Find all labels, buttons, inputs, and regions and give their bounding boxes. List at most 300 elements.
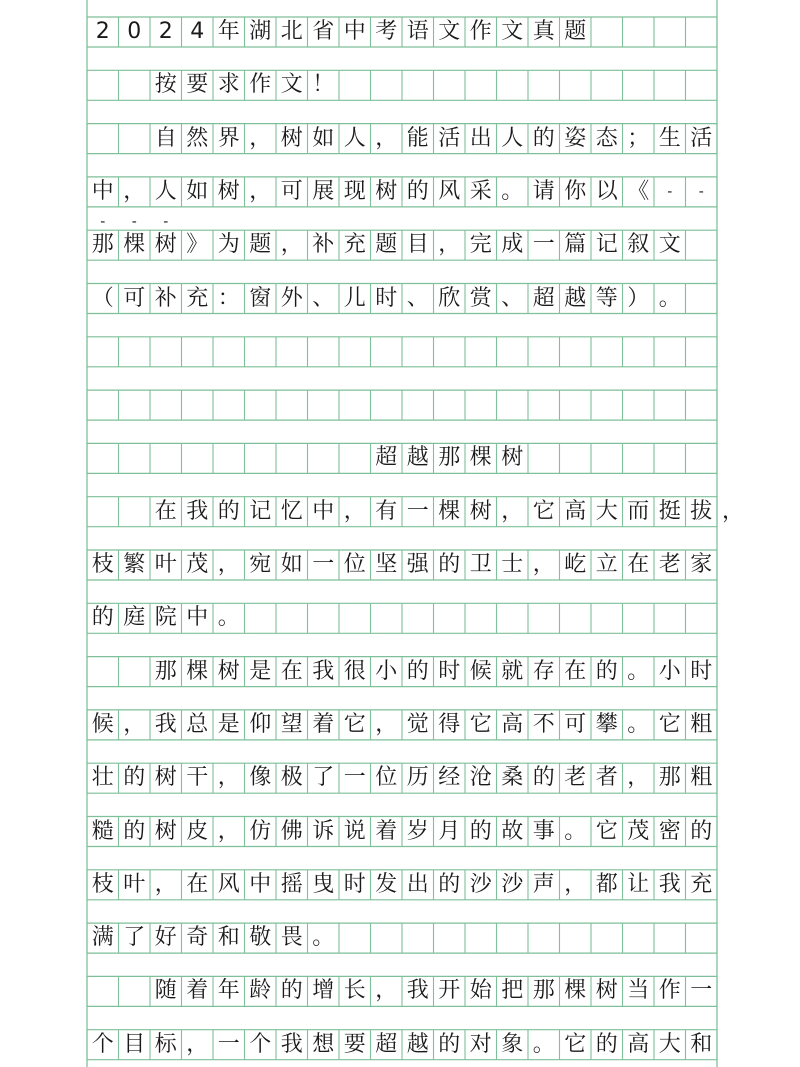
grid-cell-char: ， bbox=[217, 818, 240, 844]
grid-cell-char: 月 bbox=[438, 818, 461, 844]
grid-cell-char: 超 bbox=[532, 285, 555, 311]
text-row bbox=[87, 337, 717, 367]
grid-cell-char: 树 bbox=[154, 232, 177, 258]
grid-cell-char: 生 bbox=[658, 125, 681, 151]
grid-cell-char: 棵 bbox=[186, 658, 209, 684]
grid-cell-char bbox=[182, 443, 214, 473]
grid-cell-char: 按 bbox=[154, 72, 177, 98]
text-row bbox=[87, 284, 717, 314]
grid-cell-char bbox=[119, 443, 151, 473]
grid-cell-char: 的 bbox=[595, 658, 618, 684]
grid-cell-char: 时 bbox=[343, 871, 366, 897]
grid-cell-char: 忆 bbox=[280, 498, 303, 524]
grid-cell-char: ， bbox=[186, 1031, 209, 1057]
grid-cell-char: 着 bbox=[375, 818, 398, 844]
grid-cell-char: 树 bbox=[217, 178, 240, 204]
grid-cell-char: ， bbox=[154, 871, 177, 897]
grid-cell-char: 经 bbox=[438, 765, 461, 791]
grid-cell-char: 家 bbox=[690, 552, 713, 577]
grid-cell-char: 的 bbox=[406, 178, 429, 204]
grid-cell-char: 在 bbox=[154, 498, 177, 524]
grid-cell-char: 外 bbox=[280, 285, 303, 311]
grid-cell-char: 真 bbox=[532, 19, 555, 44]
grid-cell-char: 粗 bbox=[690, 711, 713, 737]
grid-cell-char: 它 bbox=[564, 1031, 587, 1057]
grid-cell-char: 的 bbox=[469, 818, 492, 844]
grid-cell-char: 当 bbox=[627, 978, 650, 1004]
grid-cell-char bbox=[119, 70, 151, 100]
grid-cell-char bbox=[119, 497, 151, 527]
grid-cell-char: 中 bbox=[186, 605, 209, 631]
text-row bbox=[87, 550, 717, 580]
grid-cell-char: 卫 bbox=[469, 552, 492, 577]
grid-cell-char: 沙 bbox=[469, 871, 492, 897]
grid-cell-char: 中 bbox=[91, 178, 114, 204]
grid-cell-char: ， bbox=[564, 871, 587, 897]
grid-cell-char: 都 bbox=[595, 871, 618, 897]
grid-cell-char: 。 bbox=[217, 605, 240, 631]
grid-cell-char: 标 bbox=[154, 1031, 177, 1057]
grid-cell-char: 采 bbox=[469, 178, 492, 204]
grid-cell-char: 超 bbox=[375, 445, 398, 471]
grid-cell-char: 、 bbox=[312, 285, 335, 311]
grid-cell-char: 极 bbox=[280, 765, 303, 791]
grid-cell-char: 的 bbox=[438, 1031, 461, 1057]
grid-cell-char: 龄 bbox=[249, 978, 272, 1004]
grid-cell-char: 一 bbox=[406, 498, 429, 524]
grid-cell-char: 题 bbox=[249, 232, 272, 258]
grid-cell-char: 象 bbox=[501, 1031, 524, 1057]
text-row bbox=[87, 870, 717, 900]
grid-cell-char bbox=[119, 657, 151, 687]
grid-cell-char: 那 bbox=[91, 232, 114, 258]
grid-cell-char: ， bbox=[375, 711, 398, 737]
grid-cell-char: 。 bbox=[501, 178, 524, 204]
grid-cell-char: 一 bbox=[312, 552, 335, 577]
grid-cell-char: 敬 bbox=[249, 925, 272, 951]
grid-cell-char: 小 bbox=[375, 658, 398, 684]
grid-cell-char: ， bbox=[438, 232, 461, 258]
grid-cell-char: 欣 bbox=[438, 285, 461, 311]
grid-cell-char: 。 bbox=[627, 711, 650, 737]
grid-cell-char: ， bbox=[532, 552, 555, 577]
grid-cell-char: 可 bbox=[280, 178, 303, 204]
grid-cell-char: 窗 bbox=[249, 285, 272, 311]
text-row bbox=[87, 1030, 717, 1060]
grid-cell-char: 《 bbox=[627, 178, 650, 204]
grid-cell-char: 摇 bbox=[280, 871, 303, 897]
overflow-comma: ， bbox=[722, 499, 745, 524]
grid-cell-char: 越 bbox=[564, 285, 587, 311]
grid-cell-char: 拔 bbox=[690, 498, 713, 524]
grid-cell-char: 的 bbox=[280, 978, 303, 1004]
grid-cell-char: 对 bbox=[469, 1031, 492, 1057]
grid-cell-char: 一 bbox=[690, 978, 713, 1004]
grid-cell-char: 树 bbox=[154, 818, 177, 844]
text-row bbox=[87, 817, 717, 847]
grid-cell-char: 茂 bbox=[186, 552, 209, 577]
grid-cell-char: 枝 bbox=[91, 871, 114, 897]
grid-cell-char: 作 bbox=[658, 978, 681, 1004]
text-row bbox=[87, 230, 717, 260]
grid-cell-char: ， bbox=[217, 552, 240, 577]
grid-cell-char: ， bbox=[217, 765, 240, 791]
grid-cell-char: ， bbox=[627, 765, 650, 791]
grid-cell-char: 风 bbox=[217, 871, 240, 897]
grid-cell-char: 补 bbox=[312, 232, 335, 258]
grid-cell-char: 干 bbox=[186, 765, 209, 791]
grid-cell-char: 超 bbox=[375, 1031, 398, 1057]
grid-cell-char: 曳 bbox=[312, 871, 335, 897]
grid-cell-char: 文 bbox=[438, 19, 461, 44]
grid-cell-char: 活 bbox=[690, 125, 713, 151]
text-row bbox=[87, 657, 717, 687]
grid-cell-char: 畏 bbox=[280, 925, 303, 951]
grid-cell-char: 树 bbox=[501, 445, 524, 471]
grid-cell-char: 充 bbox=[343, 232, 366, 258]
grid-cell-char: 然 bbox=[186, 125, 209, 151]
grid-cell-char: 作 bbox=[469, 19, 492, 44]
grid-cell-char: 沙 bbox=[501, 871, 524, 897]
grid-cell-char: 你 bbox=[564, 178, 587, 204]
grid-cell-char: 棵 bbox=[438, 498, 461, 524]
grid-cell-char: 一 bbox=[217, 1031, 240, 1057]
text-row bbox=[87, 124, 717, 154]
grid-cell-char: 在 bbox=[280, 658, 303, 684]
grid-cell-char: 中 bbox=[343, 19, 366, 44]
grid-cell-char: 我 bbox=[312, 658, 335, 684]
grid-cell-char: ； bbox=[627, 125, 650, 151]
grid-cell-char: 随 bbox=[154, 978, 177, 1004]
grid-cell-char: 它 bbox=[532, 498, 555, 524]
grid-cell-char bbox=[308, 443, 340, 473]
grid-cell-char: 发 bbox=[375, 871, 398, 897]
text-row bbox=[87, 710, 717, 740]
grid-cell-char: 位 bbox=[343, 552, 366, 577]
grid-cell-char: 题 bbox=[375, 232, 398, 258]
grid-cell-char: 北 bbox=[280, 19, 303, 44]
grid-cell-char: ， bbox=[501, 498, 524, 524]
grid-cell-char: 个 bbox=[91, 1031, 114, 1057]
grid-cell-char: 越 bbox=[406, 1031, 429, 1057]
grid-cell-char: 、 bbox=[406, 285, 429, 311]
grid-cell-char: 。 bbox=[627, 658, 650, 684]
grid-cell-char: 一 bbox=[343, 765, 366, 791]
grid-cell-char: 叶 bbox=[123, 871, 146, 897]
grid-cell-char: 好 bbox=[154, 925, 177, 951]
grid-cell-char: 开 bbox=[438, 978, 461, 1004]
grid-cell-char bbox=[87, 657, 119, 687]
grid-cell-char: 能 bbox=[406, 125, 429, 151]
grid-cell-char: 补 bbox=[154, 285, 177, 311]
grid-cell-char: 时 bbox=[690, 658, 713, 684]
grid-cell-char: 。 bbox=[532, 1031, 555, 1057]
grid-cell-char bbox=[119, 124, 151, 154]
grid-cell-char: 想 bbox=[312, 1031, 335, 1057]
grid-cell-char: 在 bbox=[186, 871, 209, 897]
grid-cell-char: - bbox=[131, 213, 137, 230]
grid-cell-char: ） bbox=[627, 285, 650, 311]
grid-cell-char: 始 bbox=[469, 978, 492, 1004]
grid-cell-char: 4 bbox=[190, 19, 205, 44]
grid-cell-char: 如 bbox=[186, 178, 209, 204]
grid-cell-char: ， bbox=[123, 711, 146, 737]
grid-cell-char: 。 bbox=[312, 925, 335, 951]
grid-cell-char: 。 bbox=[658, 285, 681, 311]
text-row bbox=[87, 976, 717, 1006]
grid-cell-char: 老 bbox=[564, 765, 587, 791]
grid-cell-char: 士 bbox=[501, 552, 524, 577]
grid-cell-char: 中 bbox=[312, 498, 335, 524]
grid-cell-char: 自 bbox=[154, 125, 177, 151]
grid-cell-char: 时 bbox=[375, 285, 398, 311]
grid-cell-char: - bbox=[667, 183, 673, 200]
grid-cell-char bbox=[87, 124, 119, 154]
grid-cell-char: 篇 bbox=[564, 232, 587, 258]
grid-cell-char: 时 bbox=[438, 658, 461, 684]
grid-cell-char bbox=[119, 976, 151, 1006]
grid-cell-char: 个 bbox=[249, 1031, 272, 1057]
grid-cell-char: 满 bbox=[91, 925, 114, 951]
grid-cell-char: 而 bbox=[627, 498, 650, 524]
grid-cell-char bbox=[245, 443, 277, 473]
grid-cell-char: 要 bbox=[186, 72, 209, 98]
grid-cell-char: 和 bbox=[217, 925, 240, 951]
grid-cell-char bbox=[87, 443, 119, 473]
grid-cell-char: 一 bbox=[532, 232, 555, 258]
grid-cell-char: 的 bbox=[438, 552, 461, 577]
grid-cell-char: 的 bbox=[595, 1031, 618, 1057]
grid-cell-char: 0 bbox=[127, 19, 142, 44]
grid-cell-char: 2 bbox=[158, 19, 173, 44]
grid-cell-char: 、 bbox=[501, 285, 524, 311]
grid-cell-char: 枝 bbox=[91, 552, 114, 577]
grid-cell-char: 出 bbox=[406, 871, 429, 897]
grid-cell-char: 的 bbox=[690, 818, 713, 844]
grid-cell-char: 佛 bbox=[280, 818, 303, 844]
grid-cell-char: - bbox=[100, 213, 106, 230]
grid-cell-char: 它 bbox=[469, 711, 492, 737]
grid-cell-char: 那 bbox=[658, 765, 681, 791]
grid-cell-char: 年 bbox=[217, 19, 240, 44]
grid-cell-char: 了 bbox=[123, 925, 146, 951]
grid-cell-char: 糙 bbox=[91, 818, 114, 844]
grid-cell-char: 攀 bbox=[595, 711, 618, 737]
grid-cell-char: 很 bbox=[343, 658, 366, 684]
grid-cell-char bbox=[276, 443, 308, 473]
grid-cell-char: 记 bbox=[249, 498, 272, 524]
grid-cell-char: 皮 bbox=[186, 818, 209, 844]
grid-cell-char: 我 bbox=[280, 1031, 303, 1057]
grid-cell-char: 候 bbox=[91, 711, 114, 737]
grid-cell-char: 风 bbox=[438, 178, 461, 204]
text-row bbox=[87, 390, 717, 420]
grid-cell-char: 不 bbox=[532, 711, 555, 737]
grid-cell-char: ， bbox=[249, 178, 272, 204]
grid-cell-char: 树 bbox=[595, 978, 618, 1004]
grid-cell-char: 棵 bbox=[469, 445, 492, 471]
grid-cell-char: 我 bbox=[186, 498, 209, 524]
grid-cell-char: 中 bbox=[249, 871, 272, 897]
grid-cell-char: 树 bbox=[154, 765, 177, 791]
grid-cell-char: 桑 bbox=[501, 765, 524, 791]
grid-cell-char: 那 bbox=[154, 658, 177, 684]
grid-cell-char: 位 bbox=[375, 765, 398, 791]
grid-cell-char: 高 bbox=[564, 498, 587, 524]
grid-cell-char: 活 bbox=[438, 125, 461, 151]
grid-cell-char: 题 bbox=[564, 19, 587, 44]
grid-cell-char: 为 bbox=[217, 232, 240, 258]
grid-cell-char: ， bbox=[375, 125, 398, 151]
grid-cell-char: 》 bbox=[186, 232, 209, 258]
grid-cell-char: 坚 bbox=[375, 552, 398, 577]
grid-cell-char: 在 bbox=[627, 552, 650, 577]
grid-cell-char: 说 bbox=[343, 818, 366, 844]
grid-cell-char: 把 bbox=[501, 978, 524, 1004]
grid-cell-char: 屹 bbox=[564, 552, 587, 577]
grid-cell-char: - bbox=[163, 213, 169, 230]
grid-cell-char: 大 bbox=[658, 1031, 681, 1057]
grid-cell-char: 奇 bbox=[186, 925, 209, 951]
grid-cell-char: 叙 bbox=[627, 232, 650, 258]
grid-cell-char: 可 bbox=[564, 711, 587, 737]
grid-cell-char: 我 bbox=[406, 978, 429, 1004]
grid-cell-char: 棵 bbox=[123, 232, 146, 258]
grid-cell-char bbox=[213, 443, 245, 473]
grid-cell-char: （ bbox=[91, 285, 114, 311]
grid-cell-char: 年 bbox=[217, 978, 240, 1004]
grid-cell-char: 态 bbox=[595, 125, 618, 151]
grid-cell-char bbox=[339, 443, 371, 473]
grid-cell-char: 我 bbox=[658, 871, 681, 897]
grid-cell-char: 人 bbox=[501, 125, 524, 151]
grid-cell-char: 就 bbox=[501, 658, 524, 684]
grid-cell-char: 仰 bbox=[249, 711, 272, 737]
grid-cell-char bbox=[150, 443, 182, 473]
grid-cell-char: 文 bbox=[280, 72, 303, 98]
grid-cell-char: 充 bbox=[690, 871, 713, 897]
grid-cell-char: 的 bbox=[217, 498, 240, 524]
text-row bbox=[87, 70, 717, 100]
grid-cell-char: 如 bbox=[312, 125, 335, 151]
grid-cell-char: 庭 bbox=[123, 605, 146, 631]
grid-cell-char: 觉 bbox=[406, 711, 429, 737]
grid-cell-char: 目 bbox=[406, 232, 429, 258]
grid-cell-char: 那 bbox=[532, 978, 555, 1004]
grid-cell-char: 我 bbox=[154, 711, 177, 737]
grid-cell-char: 长 bbox=[343, 978, 366, 1004]
grid-cell-char: 完 bbox=[469, 232, 492, 258]
grid-cell-char: ， bbox=[249, 125, 272, 151]
grid-cell-char bbox=[87, 70, 119, 100]
grid-cell-char: 现 bbox=[343, 178, 366, 204]
grid-cell-char: 高 bbox=[501, 711, 524, 737]
grid-cell-char: 2 bbox=[95, 19, 110, 44]
grid-cell-char: 湖 bbox=[249, 19, 272, 44]
grid-cell-char: 着 bbox=[186, 978, 209, 1004]
grid-cell-char: 仿 bbox=[249, 818, 272, 844]
grid-cell-char: 的 bbox=[123, 818, 146, 844]
grid-cell-char: 的 bbox=[123, 765, 146, 791]
grid-cell-char: 高 bbox=[627, 1031, 650, 1057]
grid-cell-char: 赏 bbox=[469, 285, 492, 311]
grid-cell-char: 在 bbox=[564, 658, 587, 684]
grid-cell-char: 粗 bbox=[690, 765, 713, 791]
grid-cell-char: 让 bbox=[627, 871, 650, 897]
grid-cell-char: 它 bbox=[658, 711, 681, 737]
grid-cell-char: 文 bbox=[658, 232, 681, 258]
text-row bbox=[87, 177, 717, 230]
grid-cell-char: 是 bbox=[249, 658, 272, 684]
text-row bbox=[87, 763, 717, 793]
grid-cell-char: 要 bbox=[343, 1031, 366, 1057]
grid-cell-char: 有 bbox=[375, 498, 398, 524]
grid-cell-char: 越 bbox=[406, 445, 429, 471]
grid-cell-char: 了 bbox=[312, 765, 335, 791]
grid-cell-char: 充 bbox=[186, 285, 209, 311]
grid-cell-char: 声 bbox=[532, 871, 555, 897]
grid-cell-char: 增 bbox=[312, 978, 335, 1004]
grid-cell-char: 立 bbox=[595, 552, 618, 577]
text-row bbox=[87, 923, 717, 953]
grid-cell-char: 着 bbox=[312, 711, 335, 737]
grid-cell-char: 树 bbox=[280, 125, 303, 151]
grid-cell-char: 以 bbox=[595, 178, 618, 204]
grid-cell-char: 棵 bbox=[564, 978, 587, 1004]
grid-cell-char: ， bbox=[280, 232, 303, 258]
grid-cell-char: ， bbox=[375, 978, 398, 1004]
grid-cell-char: 求 bbox=[217, 72, 240, 98]
grid-cell-char: 壮 bbox=[91, 765, 114, 791]
grid-cell-char: 它 bbox=[343, 711, 366, 737]
grid-cell-char: 存 bbox=[532, 658, 555, 684]
grid-cell-char bbox=[87, 497, 119, 527]
grid-cell-char: 是 bbox=[217, 711, 240, 737]
grid-cell-char: 树 bbox=[469, 498, 492, 524]
grid-cell-char: 省 bbox=[312, 19, 335, 44]
grid-cell-char: 树 bbox=[217, 658, 240, 684]
grid-cell-char: ！ bbox=[312, 72, 335, 98]
grid-cell-char: 茂 bbox=[627, 818, 650, 844]
grid-cell-char: 小 bbox=[658, 658, 681, 684]
grid-cell-char: 像 bbox=[249, 765, 272, 791]
grid-cell-char: 目 bbox=[123, 1031, 146, 1057]
grid-cell-char: 和 bbox=[690, 1031, 713, 1057]
grid-cell-char: 记 bbox=[595, 232, 618, 258]
grid-cell-char: 的 bbox=[438, 871, 461, 897]
grid-cell-char: 历 bbox=[406, 765, 429, 791]
grid-cell-char: 如 bbox=[280, 552, 303, 577]
grid-cell-char: 望 bbox=[280, 711, 303, 737]
grid-cell-char: 语 bbox=[406, 19, 429, 44]
grid-cell-char: 人 bbox=[343, 125, 366, 151]
grid-cell-char: 出 bbox=[469, 125, 492, 151]
grid-cell-char: 成 bbox=[501, 232, 524, 258]
grid-cell-char: 事 bbox=[532, 818, 555, 844]
grid-cell-char: ， bbox=[343, 498, 366, 524]
grid-cell-char bbox=[87, 976, 119, 1006]
grid-cell-char: ， bbox=[123, 178, 146, 204]
grid-cell-char: - bbox=[698, 183, 704, 200]
grid-cell-char: 的 bbox=[532, 125, 555, 151]
grid-cell-char: 故 bbox=[501, 818, 524, 844]
grid-cell-char: 院 bbox=[154, 605, 177, 631]
grid-cell-char: 宛 bbox=[249, 552, 272, 577]
grid-cell-char: ： bbox=[217, 285, 240, 311]
grid-cell-char: 候 bbox=[469, 658, 492, 684]
text-row bbox=[87, 443, 717, 473]
grid-cell-char: 总 bbox=[186, 711, 209, 737]
